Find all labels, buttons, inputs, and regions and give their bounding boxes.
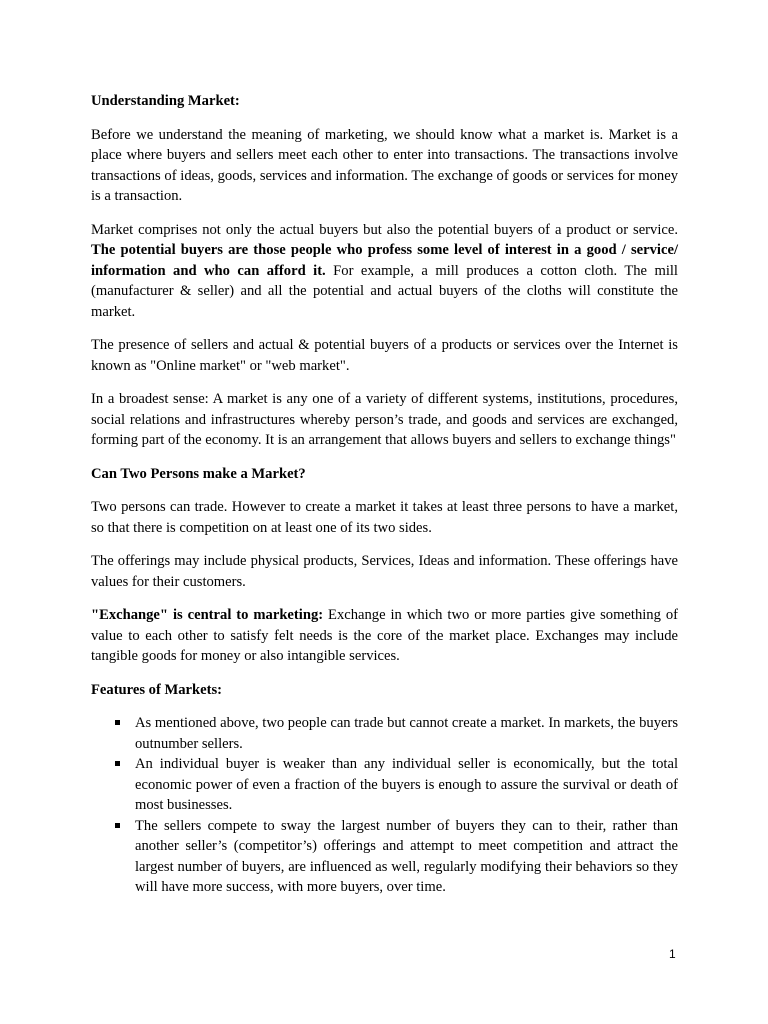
page-number: 1	[669, 947, 676, 961]
paragraph-text: Market comprises not only the actual buyers but also the potential buyers of a product or service.	[91, 221, 678, 238]
square-bullet-icon	[115, 720, 120, 725]
document-page	[91, 91, 678, 898]
list-item	[91, 713, 678, 754]
square-bullet-icon	[115, 823, 120, 828]
paragraph-two-persons: Two persons can trade. However to create a market it takes at least three persons to have a market, so that there is competition on at least one of its two sides.	[91, 499, 678, 536]
paragraph-text: For example, a mill produces a cotton cloth. The mill (manufacturer & seller) and all the potential and actual buyers of the cloths will constitute the market.	[91, 262, 678, 320]
paragraph-broadest-sense: In a broadest sense: A market is any one of a variety of different systems, institutions, procedures, social relations and infrastructures whereby person’s trade, and goods and services are exchanged, forming part of the economy. It is an arrangement that allows buyers and sellers to exchange things"	[91, 391, 678, 448]
paragraph-market-definition: Before we understand the meaning of marketing, we should know what a market is. Market is a place where buyers and sellers meet each other to enter into transactions. The transactions involve transactions of ideas, goods, services and information. The exchange of goods or services for money is a transaction.	[91, 126, 678, 204]
features-list	[91, 713, 678, 898]
paragraph-exchange	[91, 605, 678, 667]
list-item-text: The sellers compete to sway the largest number of buyers they can to their, rather than another seller’s (competitor’s) offerings and attempt to meet competition and attract the largest number of buyers, are influenced as well, regularly modifying their behaviors so they will have more success, with more buyers, over time.	[135, 817, 678, 895]
paragraph-offerings: The offerings may include physical products, Services, Ideas and information. These offerings have values for their customers.	[91, 553, 678, 590]
heading-understanding-market: Understanding Market:	[91, 93, 240, 109]
bold-text: The potential buyers are those people who profess some level of interest in a good / service/ information and who can afford it.	[91, 242, 678, 279]
list-item	[91, 816, 678, 898]
bold-text: "Exchange" is central to marketing:	[91, 607, 324, 623]
square-bullet-icon	[115, 761, 120, 766]
heading-two-persons: Can Two Persons make a Market?	[91, 465, 306, 482]
paragraph-potential-buyers	[91, 220, 678, 323]
list-item-text: An individual buyer is weaker than any individual seller is economically, but the total economic power of even a fraction of the buyers is enough to assure the survival or death of most businesses.	[135, 756, 678, 813]
list-item-text: As mentioned above, two people can trade but cannot create a market. In markets, the buyers outnumber sellers.	[135, 715, 679, 752]
paragraph-online-market: The presence of sellers and actual & potential buyers of a products or services over the Internet is known as "Online market" or "web market".	[91, 337, 678, 374]
paragraph-text: Exchange in which two or more parties give something of value to each other to satisfy felt needs is the core of the market place. Exchanges may include tangible goods for money or also intangible services.	[91, 607, 678, 664]
heading-features: Features of Markets:	[91, 681, 223, 698]
list-item	[91, 754, 678, 816]
